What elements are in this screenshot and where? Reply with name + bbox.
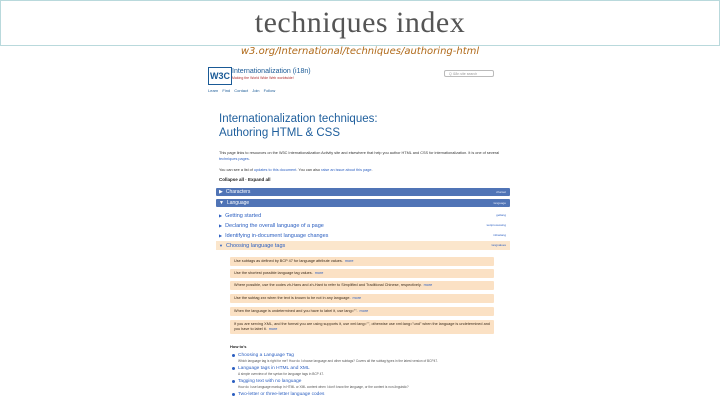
- subsection-declaring-language[interactable]: ▶ Declaring the overall language of a page textprocessing: [219, 223, 506, 229]
- howto-link[interactable]: Language tags in HTML and XML: [238, 366, 310, 371]
- howto-item: Tagging text with no language How do I use language markup in HTML or XML content when I don't know the language, or the content is non-linguistic?: [238, 379, 498, 389]
- more-link[interactable]: more: [423, 283, 433, 287]
- tip-item: Use the subtag zxx when the text is known to be not in any language. more: [230, 294, 494, 303]
- howto-link[interactable]: Tagging text with no language: [238, 379, 302, 384]
- expand-triangle-icon: ▶: [219, 189, 223, 195]
- slide-subtitle: w3.org/International/techniques/authoring-html: [240, 46, 480, 57]
- site-tagline: Making the World Wide Web worldwide!: [232, 76, 294, 80]
- expand-all-button[interactable]: Expand all: [248, 177, 271, 182]
- tip-item: If you are serving XML, and the format you are using supports it, use xml:lang="", otherwise use xml:lang="und" when the language is undetermined and you have to label it. more: [230, 320, 494, 334]
- nav-contact[interactable]: Contact: [234, 88, 249, 93]
- more-link[interactable]: more: [268, 327, 278, 331]
- more-link[interactable]: more: [352, 296, 362, 300]
- subsection-choosing-language-tags[interactable]: ▼ Choosing language tags langvalues: [216, 241, 510, 250]
- tip-item: Where possible, use the codes zh-Hans and zh-Hant to refer to Simplified and Traditional Chinese, respectively. more: [230, 281, 494, 290]
- howto-item: Language tags in HTML and XML A simple overview of the syntax for language tags in BCP 47.: [238, 366, 498, 376]
- expand-triangle-icon: ▶: [219, 233, 223, 238]
- nav-find[interactable]: Find: [222, 88, 231, 93]
- more-link[interactable]: more: [344, 259, 354, 263]
- slide-header: [0, 0, 720, 46]
- howto-item: Choosing a Language Tag Which language tag is right for me? How do I choose language and other subtags? Covers all the subtag types in the latest version of BCP47.: [238, 353, 498, 363]
- intro-updates: You can see a list of updates to this document. You can also raise an issue about this page.: [219, 168, 373, 172]
- collapse-triangle-icon: ▼: [219, 243, 223, 248]
- top-nav: [208, 88, 278, 93]
- expand-triangle-icon: ▶: [219, 213, 223, 218]
- tip-item: When the language is undetermined and you have to label it, use lang="". more: [230, 307, 494, 316]
- howto-link[interactable]: Two-letter or three-letter language codes: [238, 392, 325, 397]
- subsection-inline-language[interactable]: ▶ Identifying in-document language changes inlinelang: [219, 233, 506, 239]
- howto-item: [238, 392, 498, 397]
- site-name[interactable]: Internationalization (i18n): [232, 68, 311, 75]
- slide-title: techniques index: [254, 6, 466, 39]
- page-title: Internationalization techniques: Authoring HTML & CSS: [219, 113, 378, 139]
- bullet-icon: [232, 354, 235, 357]
- bullet-icon: [232, 367, 235, 370]
- more-link[interactable]: more: [359, 309, 369, 313]
- howto-link[interactable]: Choosing a Language Tag: [238, 353, 294, 358]
- bullet-icon: [232, 393, 235, 396]
- raise-issue-link[interactable]: raise an issue about this page: [321, 168, 372, 172]
- tip-item: Use subtags as defined by BCP 47 for language attribute values. more: [230, 257, 494, 266]
- w3c-logo[interactable]: W3C: [208, 67, 232, 85]
- bullet-icon: [232, 380, 235, 383]
- section-characters[interactable]: ▶ Characters charset: [216, 188, 510, 196]
- search-input[interactable]: Q i18n site search: [444, 70, 494, 77]
- nav-learn[interactable]: Learn: [208, 88, 219, 93]
- collapse-all-button[interactable]: Collapse all: [219, 177, 245, 182]
- nav-follow[interactable]: Follow: [263, 88, 276, 93]
- intro-paragraph: This page links to resources on the W3C Internationalization Activity site and elsewhere that help you author HTML and CSS for internationalization. It is one of several techniques pages.: [219, 151, 500, 161]
- expand-triangle-icon: ▶: [219, 223, 223, 228]
- subsection-getting-started[interactable]: ▶ Getting started getlang: [219, 213, 506, 219]
- howto-heading: How to's: [230, 344, 247, 349]
- updates-link[interactable]: updates to this document: [253, 168, 297, 172]
- collapse-triangle-icon: ▼: [219, 200, 224, 206]
- more-link[interactable]: more: [314, 271, 324, 275]
- page-screenshot: [206, 64, 514, 405]
- section-language[interactable]: ▼ Language language: [216, 199, 510, 207]
- techniques-pages-link[interactable]: techniques pages: [219, 156, 249, 161]
- tip-item: Use the shortest possible language tag values. more: [230, 269, 494, 278]
- nav-join[interactable]: Join: [252, 88, 260, 93]
- collapse-expand-controls: Collapse all · Expand all: [219, 177, 271, 182]
